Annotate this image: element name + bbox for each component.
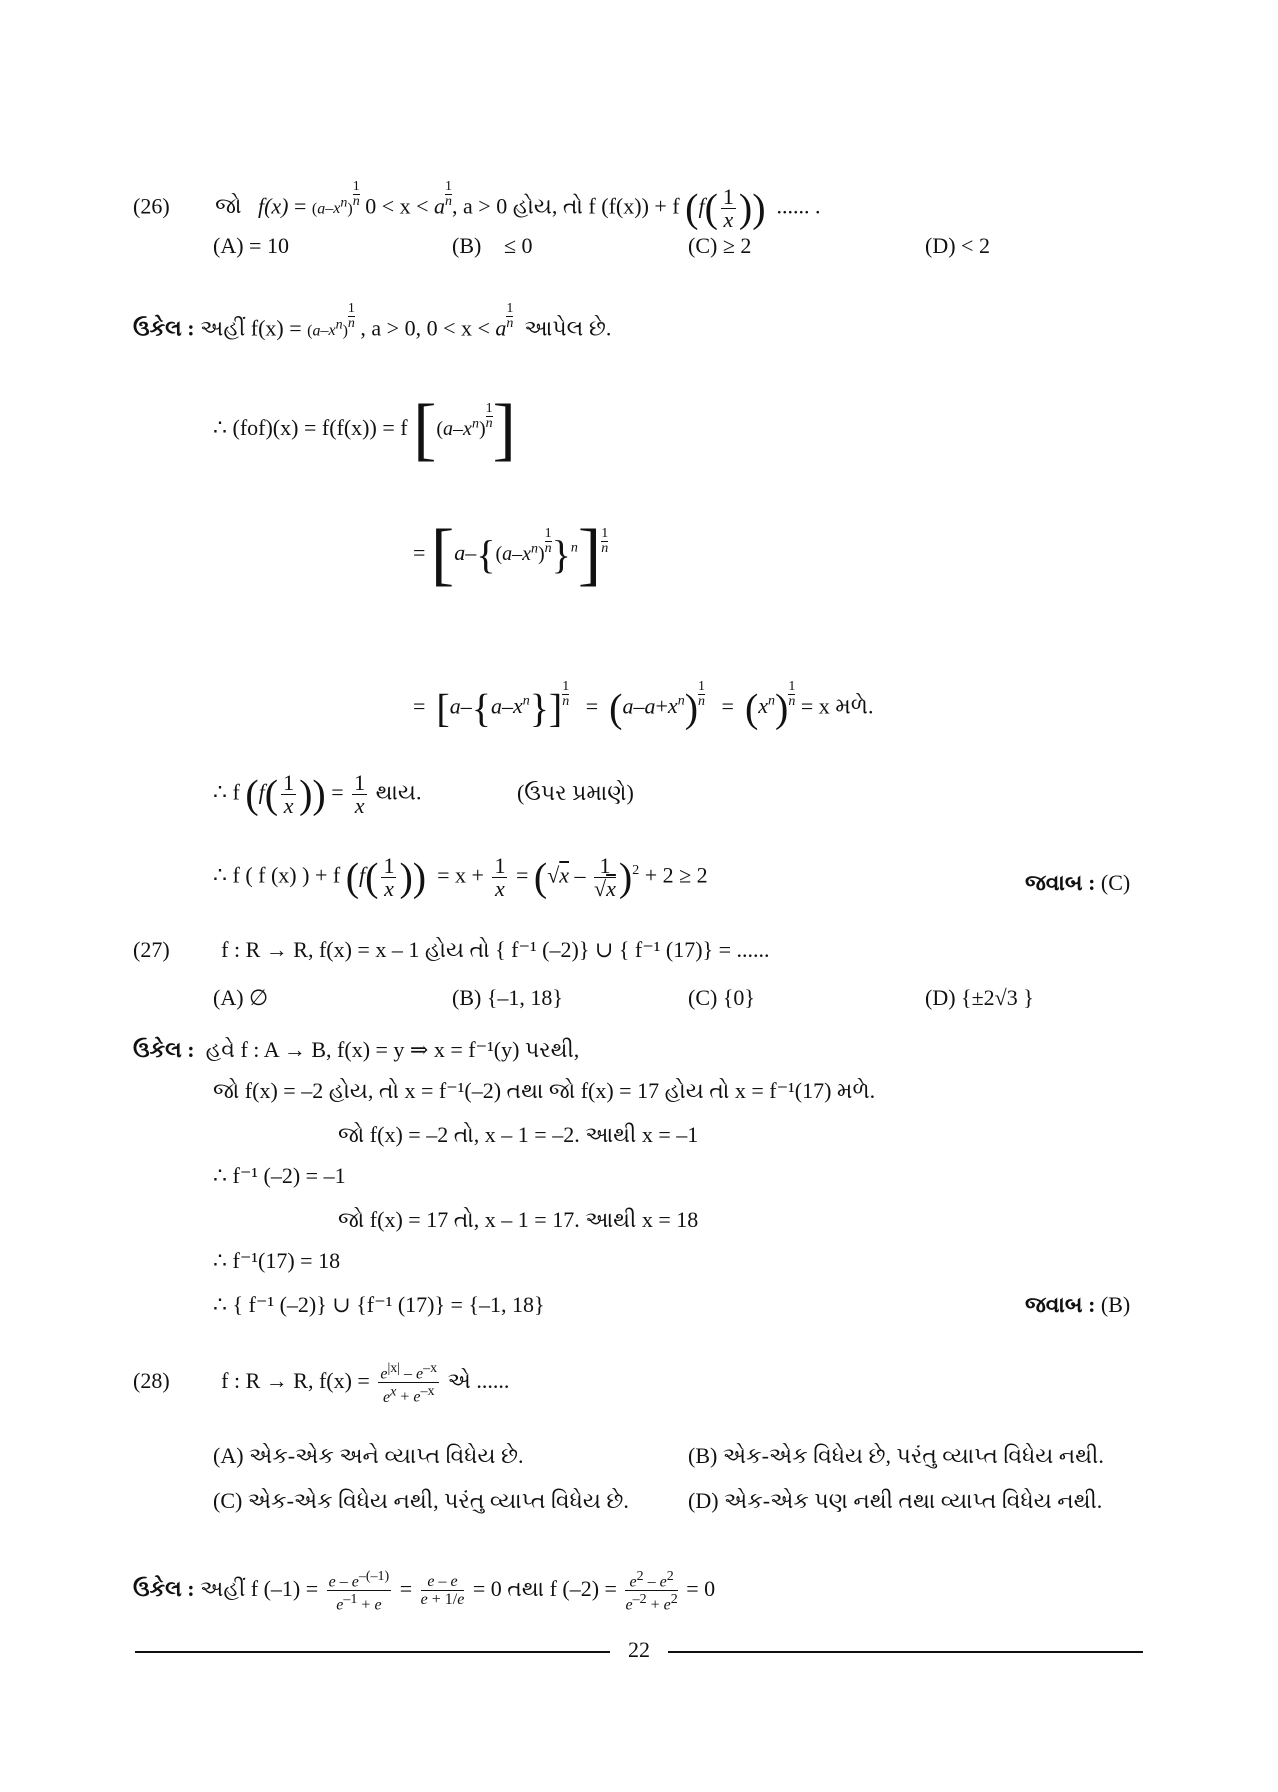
- q27-option-a: (A) ∅: [213, 985, 269, 1010]
- q28-number: (28): [133, 1367, 170, 1393]
- q27-solution-line-7: ∴ { f⁻¹ (–2)} ∪ {f⁻¹ (17)} = {–1, 18}: [213, 1292, 545, 1317]
- solution-label: ઉકેલ :: [133, 315, 195, 341]
- q27-stem: (27) f : R → R, f(x) = x – 1 હોય તો { f⁻¹ (–2)} ∪ { f⁻¹ (17)} = ......: [133, 937, 770, 962]
- q26-step-1: ∴ (fof)(x) = f(f(x)) = f [$(a-x^n)$ $\frac{1}{n}$ ]: [213, 391, 516, 468]
- q26-stem: (26) જો $f(x) = (a-x^n)$ $\frac{1}{n}$ 0 < x < a $\frac{1}{n}$ , a > 0 હોય, તો f (f(x)) + f (f( $\frac{1}{x}$ )) ...... .: [133, 179, 821, 232]
- q27-option-b: (B) {–1, 18}: [452, 985, 563, 1010]
- q27-option-d: (D) {±2√3 }: [925, 985, 1034, 1010]
- q27-number: (27): [133, 937, 170, 962]
- q26-option-a: (A) = 10: [213, 233, 289, 258]
- q27-solution-line-5: જો f(x) = 17 તો, x – 1 = 17. આથી x = 18: [338, 1207, 699, 1232]
- q28-stem: (28) f : R → R, f(x) = $\frac{e^{|x|} - e^{-x}}{e^x + e^{-x}}$ એ ......: [133, 1361, 510, 1406]
- page-number: 22: [628, 1637, 650, 1662]
- footer-rule-left: [135, 1651, 610, 1653]
- q28-option-a: (A) એક-એક અને વ્યાપ્ત વિધેય છે.: [213, 1443, 524, 1468]
- q27-solution-line-6: ∴ f⁻¹(17) = 18: [213, 1248, 341, 1273]
- q27-option-c: (C) {0}: [688, 985, 755, 1010]
- q27-solution-line-4: ∴ f⁻¹ (–2) = –1: [213, 1163, 346, 1188]
- q26-step-2: = [$a-\{(a-x^n)$ $\frac{1}{n}$ }$^n$] $\frac{1}{n}$: [413, 516, 609, 593]
- q26-step-4: ∴ f (f( $\frac{1}{x}$ )) = $\frac{1}{x}$ થાય. (ઉપર પ્રમાણે): [213, 770, 634, 818]
- q27-answer: જવાબ : (B): [1025, 1292, 1131, 1317]
- q26-solution-intro: ઉકેલ : અહીં $f(x) = (a-x^n)$ $\frac{1}{n}$ , a > 0, 0 < x < a $\frac{1}{n}$ આપેલ છે.: [133, 301, 612, 341]
- solution-label: ઉકેલ :: [133, 1575, 195, 1601]
- q26-number: (26): [133, 193, 170, 219]
- q28-solution: ઉકેલ : અહીં f (–1) = $\frac{e - e^{-(-1)}}{e^{-1} + e}$ = $\frac{e - e}{e + 1/e}$ = 0 તથા f (–2) = $\frac{e^2 - e^2}{e^{-2} + e^2}$ = 0: [133, 1569, 716, 1614]
- q28-option-b: (B) એક-એક વિધેય છે, પરંતુ વ્યાપ્ત વિધેય નથી.: [688, 1443, 1104, 1468]
- q27-solution-line-1: ઉકેલ : હવે f : A → B, f(x) = y ⇒ x = f⁻¹(y) પરથી,: [133, 1037, 580, 1062]
- q26-step-5: ∴ f ( f (x) ) + f (f( $\frac{1}{x}$ )) = x + $\frac{1}{x}$ = (√x – $\frac{1}{√x}$ )$^2$ + 2 ≥ 2: [213, 853, 708, 901]
- footer-rule-right: [668, 1651, 1143, 1653]
- q27-solution-line-3: જો f(x) = –2 તો, x – 1 = –2. આથી x = –1: [338, 1122, 699, 1147]
- q26-option-d: (D) < 2: [925, 233, 990, 258]
- q27-solution-line-2: જો f(x) = –2 હોય, તો x = f⁻¹(–2) તથા જો f(x) = 17 હોય તો x = f⁻¹(17) મળે.: [213, 1078, 876, 1103]
- q26-step-3: = $[a-\{a-x^n\}]$ $\frac{1}{n}$ = $(a-a+x^n)$ $\frac{1}{n}$ = $(x^n)$ $\frac{1}{n}$ = x મળે.: [413, 679, 874, 731]
- q28-option-d: (D) એક-એક પણ નથી તથા વ્યાપ્ત વિધેય નથી.: [688, 1488, 1103, 1513]
- q26-option-c: (C) ≥ 2: [688, 233, 752, 258]
- q28-option-c: (C) એક-એક વિધેય નથી, પરંતુ વ્યાપ્ત વિધેય છે.: [213, 1488, 629, 1513]
- q26-option-b: (B)  ≤ 0: [452, 233, 533, 258]
- q26-answer: જવાબ : (C): [1025, 870, 1131, 895]
- solution-label: ઉકેલ :: [133, 1037, 195, 1062]
